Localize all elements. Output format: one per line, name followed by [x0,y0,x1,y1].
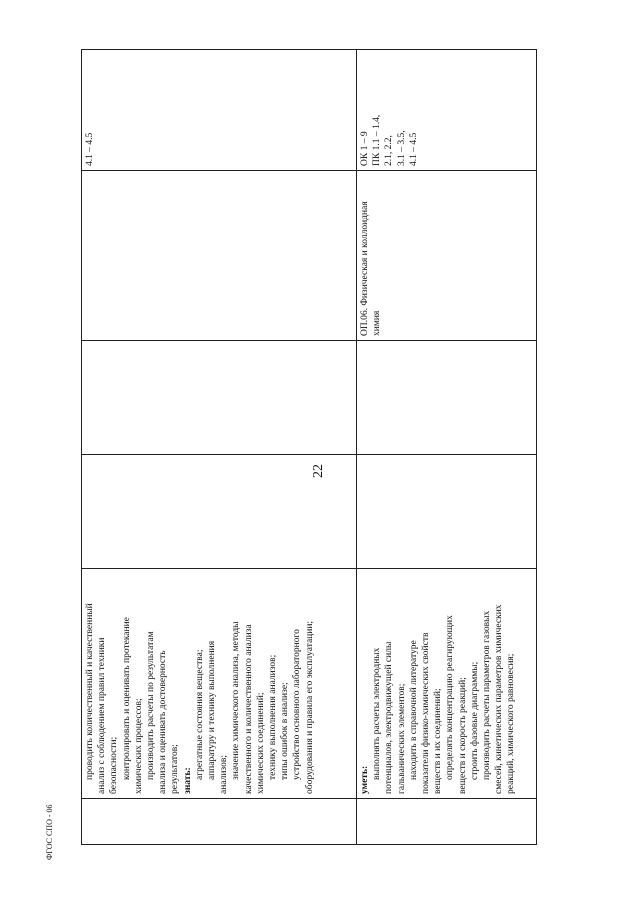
content-line: безопасности; [108,736,119,794]
content-line: реакций, химического равновесия; [505,653,516,794]
content-line: смесей, кинетических параметров химических [493,604,504,794]
content-line: гальванических элементов; [396,683,407,794]
content-line: оборудования и правила его эксплуатации; [304,620,315,794]
competency-code: ПК 1.1 – 1.4, [371,114,382,166]
content-line: веществ и их соединений; [432,688,443,794]
discipline-name: ОП.06. Физическая и коллоидная химия [359,201,382,336]
content-line: аппаратуру и технику выполнения [206,640,217,780]
cell-discipline [356,171,536,341]
competency-table [81,49,537,845]
content-line: типы ошибок в анализе; [279,682,290,780]
content-line: значение химического анализа, методы [230,621,241,780]
cell-competencies [81,50,356,171]
table-row [356,50,536,845]
table-row [81,50,356,845]
content-line: контролировать и оценивать протекание [121,617,132,780]
page-number: 22 [311,464,326,478]
content-line: проводить количественный и качественный [84,603,95,780]
cell-index [81,799,356,845]
competency-code: 4.1 – 4.5 [408,132,419,166]
content-line: производить расчеты параметров газовых [481,610,492,780]
section-heading: уметь: [359,765,370,794]
cell-hours-required [356,341,536,455]
content-line: определять концентрацию реагирующих [444,615,455,780]
cell-content [356,569,536,799]
content-line: анализов; [218,755,229,794]
cell-discipline [81,171,356,341]
content-line: технику выполнения анализов; [267,654,278,780]
content-line: результатов; [169,744,180,794]
content-line: потенциалов, электродвижущей силы [383,641,394,794]
content-lines [84,573,316,794]
section-heading: знать: [182,767,193,794]
content-lines [359,573,518,794]
rotated-table-page [81,50,536,845]
cell-content [81,569,356,799]
cell-index [356,799,536,845]
content-line: анализ с соблюдением правил техники [96,637,107,794]
competency-lines [359,54,420,166]
cell-competencies [356,50,536,171]
content-line: химических процессов; [133,698,144,794]
content-line: химических соединений; [255,692,266,794]
content-line: строить фазовые диаграммы; [469,661,480,780]
competency-code: 4.1 – 4.5 [84,132,95,166]
competency-code: 3.1 – 3.5, [396,130,407,166]
content-line: находить в справочной литературе [408,640,419,780]
competency-code: 2.1, 2.2, [383,135,394,166]
cell-hours-required [81,341,356,455]
competency-code: ОК 1 – 9 [359,131,370,166]
footer-code: ФГОС СПО - 06 [45,804,54,860]
cell-hours-max [356,455,536,569]
content-line: показатели физико-химических свойств [420,632,431,794]
content-line: агрегатные состояния вещества; [194,649,205,780]
content-line: производить расчеты по результатам [145,631,156,780]
content-line: выполнять расчеты электродных [371,647,382,780]
content-line: качественного и количественного анализа [243,624,254,794]
cell-hours-max [81,455,356,569]
content-line: веществ и скорость реакций; [457,677,468,794]
content-line: анализа и оценивать достоверность [157,650,168,794]
content-line: устройство основного лабораторного [291,629,302,780]
